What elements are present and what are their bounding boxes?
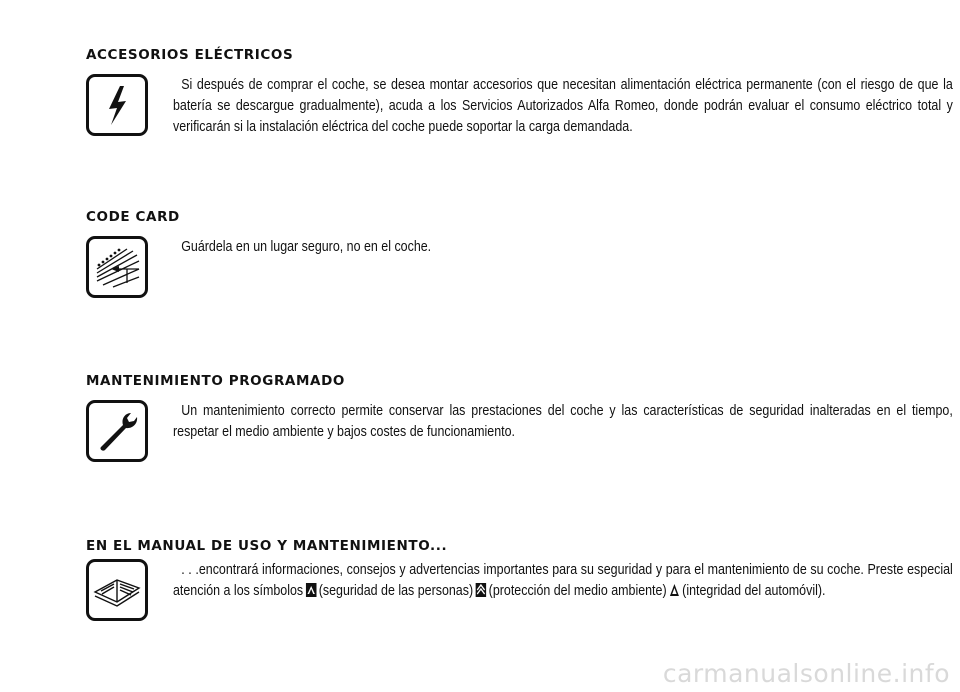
wrench-icon (86, 400, 148, 462)
section-heading: ACCESORIOS ELÉCTRICOS (86, 47, 294, 63)
section-code-card (86, 208, 886, 308)
person-safety-icon (306, 582, 317, 596)
lightning-icon (86, 74, 148, 136)
environment-icon (476, 582, 487, 596)
section-electrical-accessories (86, 46, 953, 156)
vehicle-integrity-icon (669, 582, 680, 596)
section-text: Guárdela en un lugar seguro, no en el coche. (181, 238, 432, 255)
section-heading: CODE CARD (86, 209, 180, 225)
open-book-icon (86, 559, 148, 621)
section-heading: MANTENIMIENTO PROGRAMADO (86, 373, 345, 389)
section-scheduled-maintenance (86, 372, 953, 472)
section-manual (86, 537, 953, 637)
section-heading: EN EL MANUAL DE USO Y MANTENIMIENTO... (86, 538, 448, 554)
notebook-icon (86, 236, 148, 298)
section-text: . . .encontrará informaciones, consejos y advertencias importantes para su seguridad y para el mantenimiento de su coche. Preste especial atención a los símbolos (seguridad de las personas) (protección del medio ambiente) (integridad del automóvil). (173, 561, 953, 599)
section-text: Si después de comprar el coche, se desea montar accesorios que necesitan alimentación eléctrica permanente (con el riesgo de que la batería se descargue gradualmente), acuda a los Servicios Autorizados Alfa Romeo, donde podrán evaluar el consumo eléctrico total y verificarán si la instalación eléctrica del coche puede soportar la carga demandada. (173, 76, 953, 135)
watermark: carmanualsonline.info (662, 659, 950, 688)
section-text: Un mantenimiento correcto permite conservar las prestaciones del coche y las características de seguridad inalteradas en el tiempo, respetar el medio ambiente y bajos costes de funcionamiento. (173, 402, 953, 440)
